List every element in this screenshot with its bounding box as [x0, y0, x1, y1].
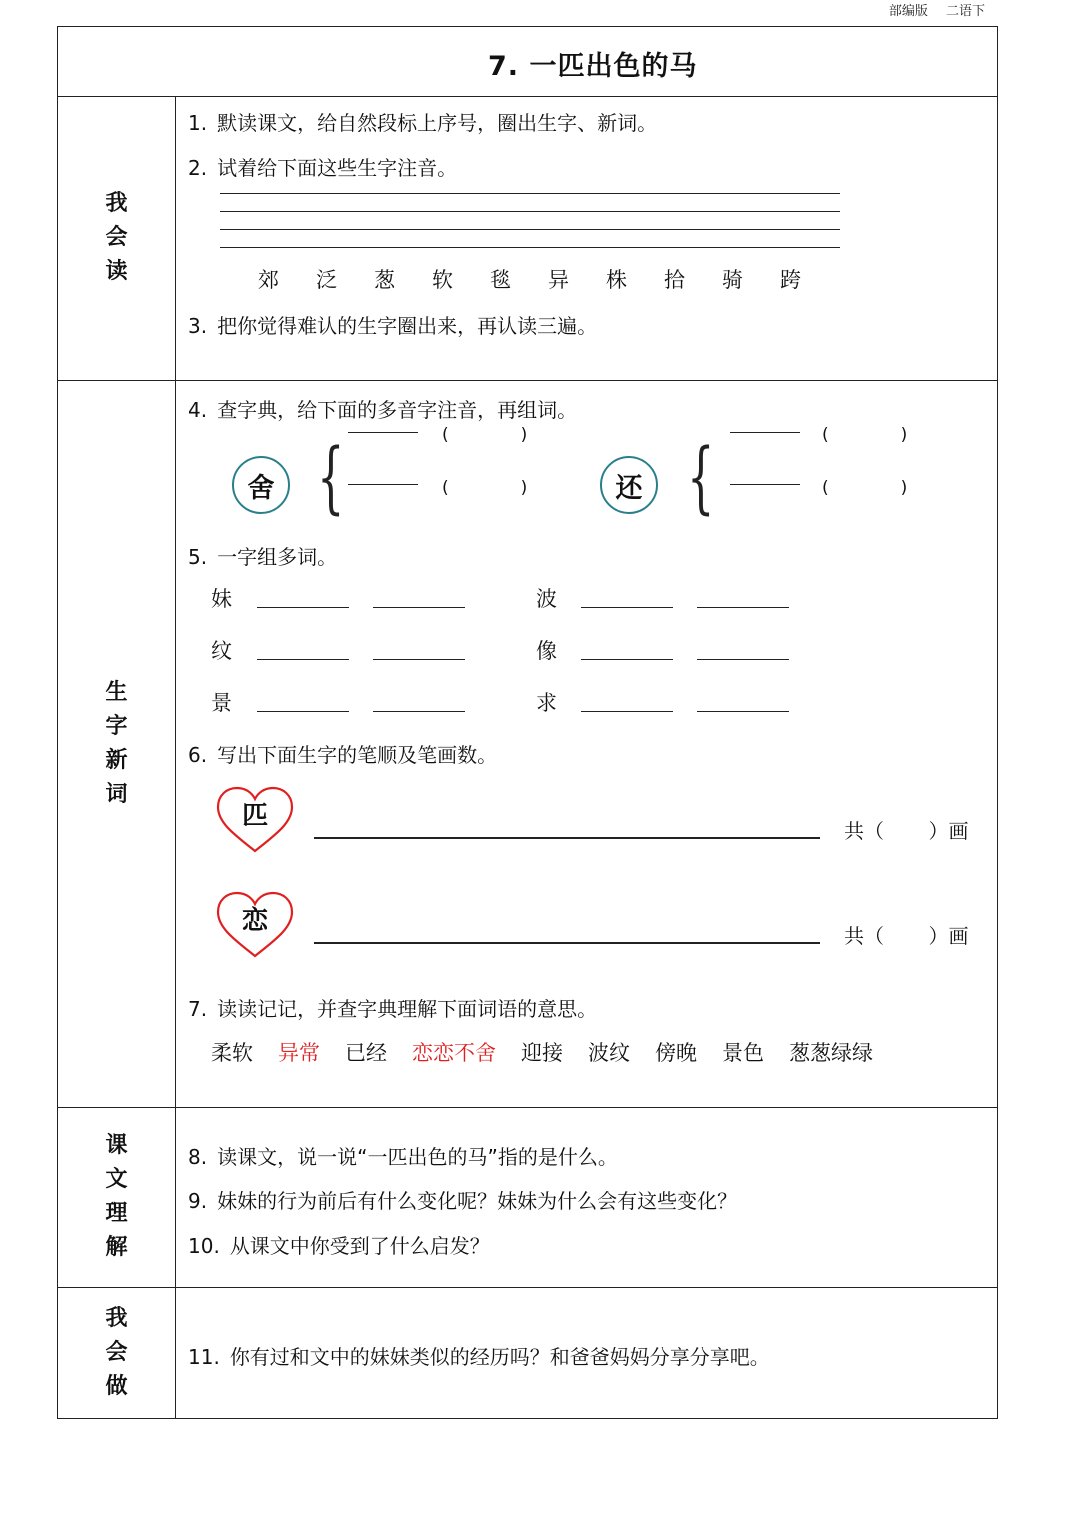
heart-icon	[215, 785, 295, 855]
question-7: 7. 读读记记，并查字典理解下面词语的意思。	[188, 997, 598, 1021]
word-paren: ( )	[442, 478, 528, 498]
question-6: 6. 写出下面生字的笔顺及笔画数。	[188, 743, 498, 767]
row-divider	[58, 1287, 997, 1288]
stroke-order-line[interactable]	[314, 942, 820, 944]
brace-icon: {	[317, 433, 345, 523]
stroke-count-label: 共（ ）画	[844, 819, 969, 843]
word-blank[interactable]	[581, 607, 673, 608]
word-blank[interactable]	[257, 607, 349, 608]
question-9: 9. 妹妹的行为前后有什么变化呢？妹妹为什么会有这些变化？	[188, 1189, 738, 1213]
question-11: 11. 你有过和文中的妹妹类似的经历吗？和爸爸妈妈分享分享吧。	[188, 1345, 770, 1369]
question-1: 1. 默读课文，给自然段标上序号，圈出生字、新词。	[188, 111, 658, 135]
section-label-read: 我 会 读	[105, 191, 128, 284]
polyphone-circle-she: 舍	[232, 456, 290, 514]
stroke-char: 匹	[241, 801, 268, 831]
group-char: 求	[536, 691, 557, 715]
vocab-word: 傍晚	[655, 1041, 697, 1065]
row-divider	[58, 96, 997, 97]
question-4: 4. 查字典，给下面的多音字注音，再组词。	[188, 398, 578, 422]
group-char: 景	[211, 691, 232, 715]
publisher-label: 部编版	[888, 4, 928, 19]
word-paren: ( )	[822, 478, 908, 498]
word-blank[interactable]	[581, 659, 673, 660]
pinyin-blank[interactable]	[348, 484, 418, 485]
page-title: 7. 一匹出色的马	[488, 51, 698, 82]
word-paren: ( )	[442, 425, 528, 445]
question-10: 10. 从课文中你受到了什么启发？	[188, 1234, 490, 1258]
vocab-list	[211, 1037, 898, 1067]
row-divider	[58, 380, 997, 381]
question-8: 8. 读课文，说一说“一匹出色的马”指的是什么。	[188, 1145, 618, 1169]
vocab-word: 已经	[345, 1041, 387, 1065]
vocab-word: 景色	[722, 1041, 764, 1065]
vocab-word: 迎接	[521, 1041, 563, 1065]
polyphone-circle-huan: 还	[600, 456, 658, 514]
section-label-understand: 课 文 理 解	[105, 1133, 128, 1260]
page-header	[875, 0, 985, 19]
group-char: 妹	[211, 587, 232, 611]
pinyin-blank[interactable]	[348, 432, 418, 433]
word-blank[interactable]	[257, 659, 349, 660]
row-divider	[58, 1107, 997, 1108]
stroke-order-line[interactable]	[314, 837, 820, 839]
section-label-words: 生 字 新 词	[105, 679, 128, 807]
word-blank[interactable]	[373, 659, 465, 660]
column-divider	[175, 96, 176, 1418]
brace-icon: {	[687, 433, 715, 523]
group-char: 像	[536, 639, 557, 663]
vocab-word: 波纹	[588, 1041, 630, 1065]
grade-label: 二语下	[945, 4, 985, 19]
vocab-word-highlight: 异常	[278, 1041, 320, 1065]
question-3: 3. 把你觉得难认的生字圈出来，再认读三遍。	[188, 314, 598, 338]
word-blank[interactable]	[373, 607, 465, 608]
group-char: 纹	[211, 639, 232, 663]
word-blank[interactable]	[697, 607, 789, 608]
word-blank[interactable]	[697, 659, 789, 660]
stroke-count-label: 共（ ）画	[844, 924, 969, 948]
pinyin-blank[interactable]	[730, 432, 800, 433]
question-5: 5. 一字组多词。	[188, 545, 338, 569]
pinyin-writing-lines[interactable]	[220, 193, 840, 248]
vocab-word-highlight: 恋恋不舍	[412, 1041, 496, 1065]
word-blank[interactable]	[697, 711, 789, 712]
word-paren: ( )	[822, 425, 908, 445]
word-blank[interactable]	[581, 711, 673, 712]
question-2: 2. 试着给下面这些生字注音。	[188, 156, 458, 180]
heart-icon	[215, 890, 295, 960]
word-blank[interactable]	[373, 711, 465, 712]
worksheet-table	[57, 26, 998, 1419]
vocab-word: 葱葱绿绿	[789, 1041, 873, 1065]
section-label-do: 我 会 做	[105, 1306, 128, 1399]
pinyin-char-list: 郊 泛 葱 软 毯 异 株 拾 骑 跨	[258, 268, 801, 292]
group-char: 波	[536, 587, 557, 611]
stroke-char: 恋	[241, 906, 268, 936]
vocab-word: 柔软	[211, 1041, 253, 1065]
word-blank[interactable]	[257, 711, 349, 712]
pinyin-blank[interactable]	[730, 484, 800, 485]
